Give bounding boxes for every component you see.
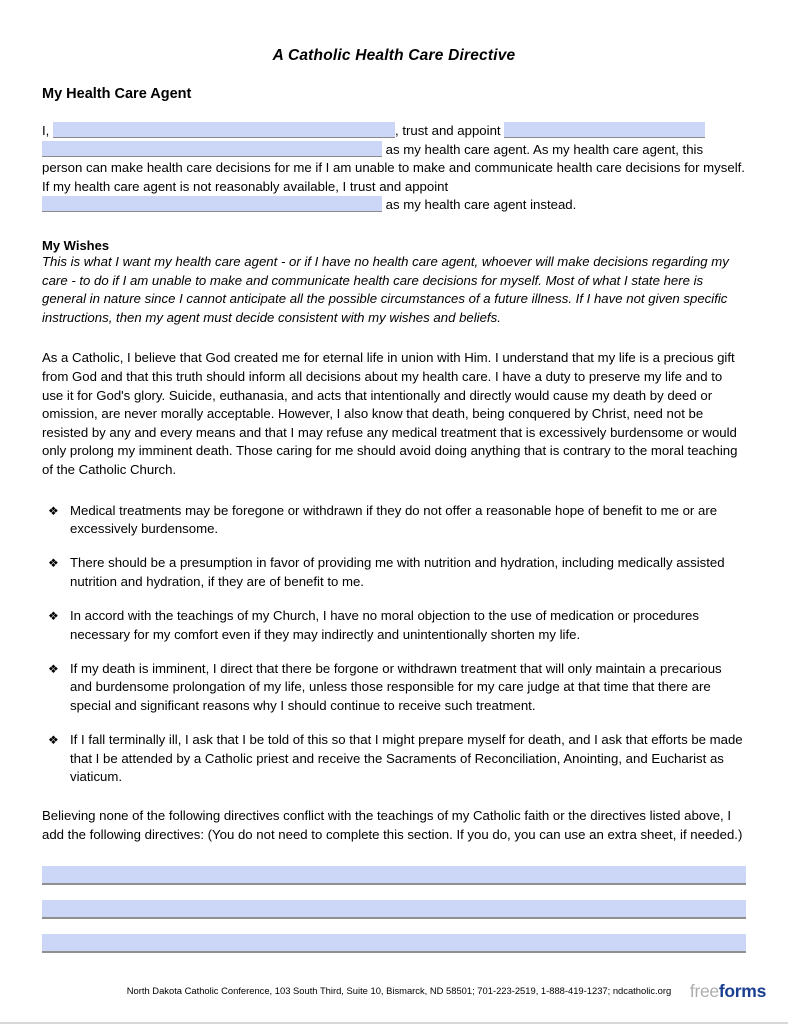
freeforms-logo — [690, 981, 766, 1002]
section-heading-my-health-care-agent: My Health Care Agent — [42, 86, 192, 102]
additional-directives-instructions: Believing none of the following directives conflict with the teachings of my Catholic faith or the directives listed above, I add the following directives: (You do not need to complete this section. If you do, you can use an extra sheet, if needed.) — [42, 808, 743, 842]
brand-free-text: free — [689, 981, 719, 1001]
list-item-text: In accord with the teachings of my Church, I have no moral objection to the use of medication or procedures necessary for my comfort even if they may indirectly and unintentionally shorten my life. — [70, 608, 699, 642]
list-item-text: Medical treatments may be foregone or withdrawn if they do not offer a reasonable hope of benefit to me or are excessively burdensome. — [70, 502, 718, 536]
catholic-belief-paragraph: As a Catholic, I believe that God created me for eternal life in union with Him. I understand that my life is a precious gift from God and that this truth should inform all decisions about my health care. I have a duty to preserve my life and to use it for God's glory. Suicide, euthanasia, and acts that intentionally and directly would cause my death by deed or omission, are never morally acceptable. However, I also know that death, being conquered by Christ, need not be resisted by any and every means and that I may refuse any medical treatment that is excessively burdensome or would only prolong my imminent death. Those caring for me should avoid doing anything that is contrary to the moral teaching of the Catholic Church. — [42, 350, 738, 477]
list-item-text: There should be a presumption in favor of providing me with nutrition and hydration, including medically assisted nutrition and hydration, if they are of benefit to me. — [70, 555, 725, 589]
alternate-agent-name-field[interactable] — [42, 196, 382, 212]
my-wishes-section — [42, 215, 746, 327]
page-footer — [0, 981, 788, 1011]
list-item — [42, 607, 746, 644]
footer-contact-text: North Dakota Catholic Conference, 103 South Third, Suite 10, Bismarck, ND 58501; 701-223-2519, 1-888-419-1237; ndcatholic.org — [126, 985, 672, 996]
list-item — [42, 731, 746, 786]
list-item-text: If my death is imminent, I direct that there be forgone or withdrawn treatment that will only maintain a precarious and burdensome prolongation of my life, unless those responsible for my care judge at that time that there are special and significant reasons why I should continue to receive such treatment. — [70, 660, 722, 713]
list-item-text: If I fall terminally ill, I ask that I be told of this so that I might prepare myself for death, and I ask that efforts be made that I be attended by a Catholic priest and receive the Sacraments of Reconciliation, Anointing, and Eucharist as viaticum. — [70, 732, 743, 784]
additional-directive-line-1[interactable] — [42, 866, 746, 885]
agent-text-part-4: as my health care agent instead. — [385, 197, 577, 213]
page-title: A Catholic Health Care Directive — [272, 47, 516, 64]
directives-bullet-list — [42, 480, 746, 787]
diamond-bullet-icon: ❖ — [48, 556, 59, 571]
section-heading-my-wishes: My Wishes — [42, 237, 110, 253]
agent-designation-paragraph — [42, 102, 746, 215]
my-wishes-intro-paragraph: This is what I want my health care agent - or if I have no health care agent, whoever will make decisions regarding my care - to do if I am unable to make and communicate health care decisions for myself. Most of what I state here is general in nature since I cannot anticipate all the possible circumstances of a future illness. If I have not given specific instructions, then my agent must decide consistent with my wishes and beliefs. — [42, 253, 729, 325]
list-item — [42, 554, 746, 591]
list-item — [42, 660, 746, 715]
list-item — [42, 502, 746, 539]
additional-directive-line-2[interactable] — [42, 900, 746, 919]
diamond-bullet-icon: ❖ — [48, 609, 59, 624]
diamond-bullet-icon: ❖ — [48, 661, 59, 676]
additional-directive-line-3[interactable] — [42, 934, 746, 953]
additional-directives-fields — [42, 845, 746, 953]
diamond-bullet-icon: ❖ — [48, 733, 59, 748]
agent-text-part-1: I, — [42, 123, 53, 138]
agent-text-part-3: as my health care agent. As my health care agent, this person can make health care decisions for me if I am unable to make and communicate health care decisions for myself. If my health care agent is not reasonably available, I trust and appoint — [42, 141, 745, 194]
diamond-bullet-icon: ❖ — [48, 503, 59, 518]
principal-name-field[interactable] — [53, 122, 395, 138]
agent-name-field-continued[interactable] — [42, 141, 382, 157]
agent-text-part-2: , trust and appoint — [395, 123, 505, 138]
agent-name-field[interactable] — [504, 122, 705, 138]
brand-forms-text: forms — [718, 981, 766, 1001]
